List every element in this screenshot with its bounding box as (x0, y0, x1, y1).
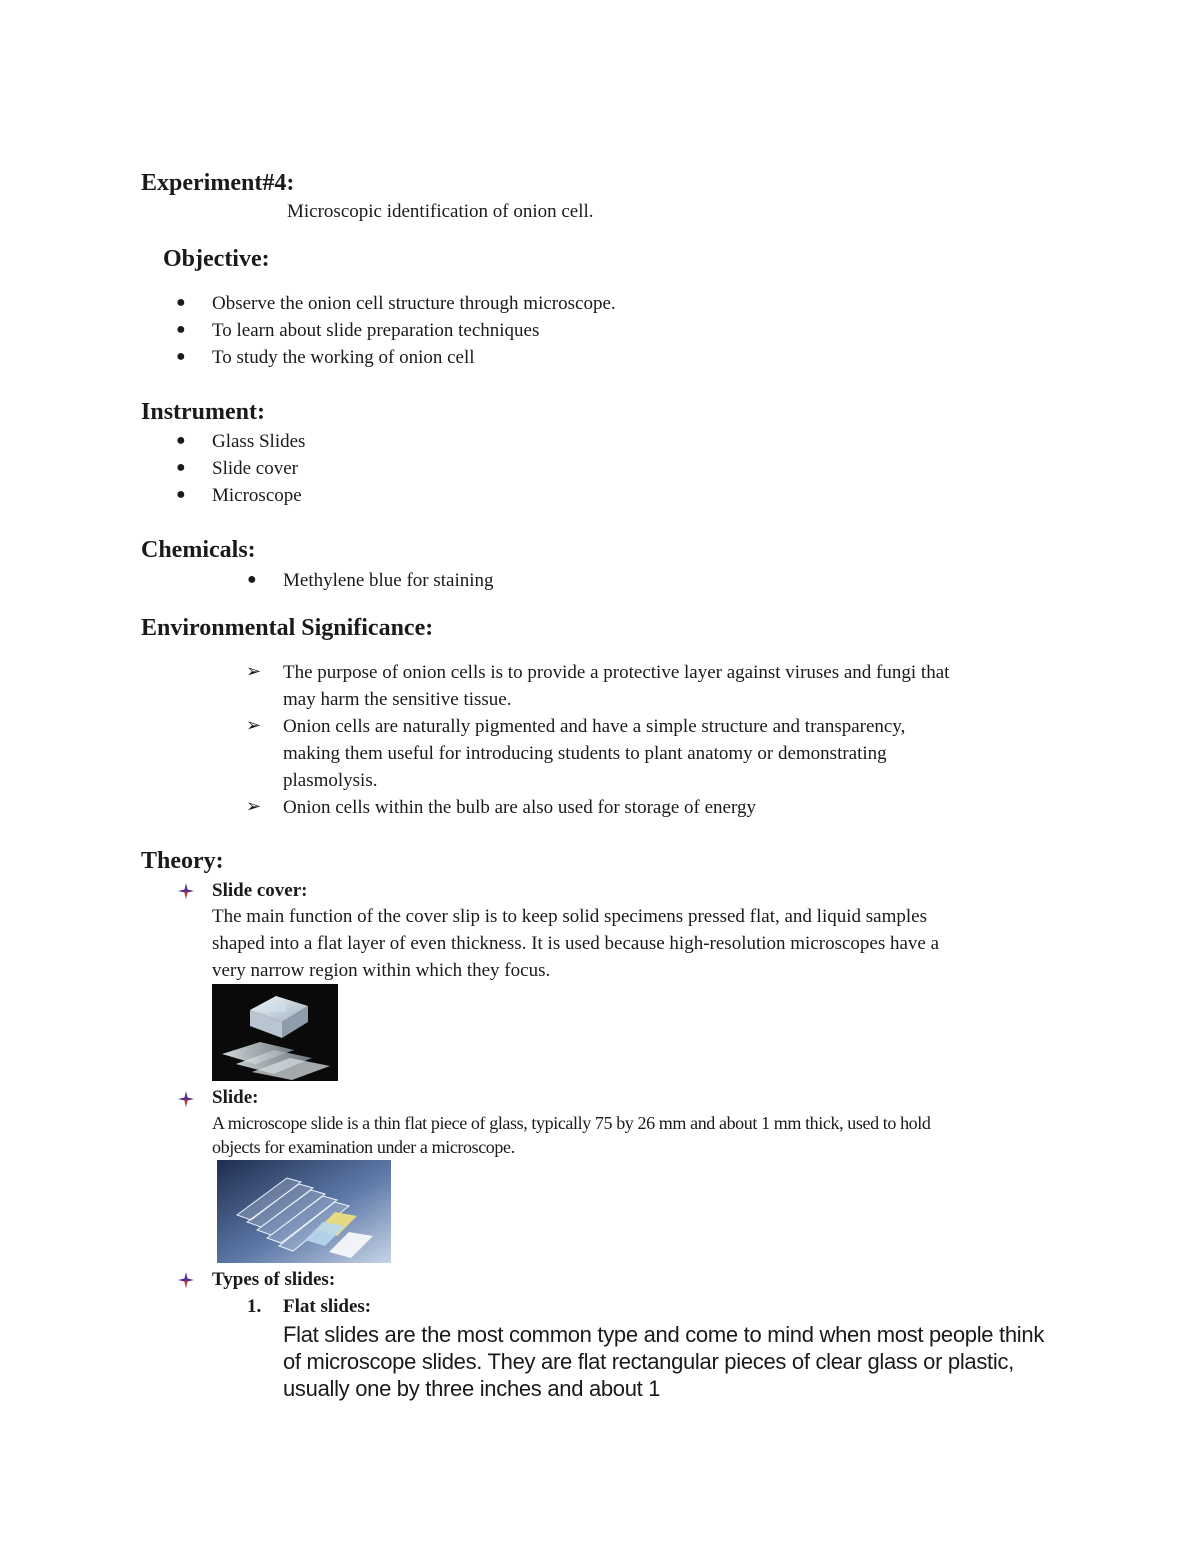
list-item: Slide cover (212, 458, 299, 479)
list-item-line: making them useful for introducing students to plant anatomy or demonstrating (283, 743, 887, 764)
bullet-dot-icon: ● (176, 294, 186, 311)
bullet-dot-icon: ● (176, 486, 186, 503)
cover-slip-image (212, 984, 338, 1081)
paragraph-line: of microscope slides. They are flat rectangular pieces of clear glass or plastic, (283, 1349, 1014, 1374)
paragraph-line: The main function of the cover slip is to keep solid specimens pressed flat, and liquid samples (212, 906, 927, 927)
list-item-line: Onion cells are naturally pigmented and have a simple structure and transparency, (283, 716, 906, 737)
glass-slides-image (217, 1160, 391, 1263)
instrument-heading: Instrument: (141, 399, 265, 425)
chemicals-heading: Chemicals: (141, 537, 256, 563)
paragraph-line: Flat slides are the most common type and come to mind when most people think (283, 1322, 1045, 1347)
flat-slides-title: Flat slides: (283, 1296, 372, 1317)
paragraph-line: usually one by three inches and about 1 (283, 1376, 661, 1401)
theory-heading: Theory: (141, 848, 224, 874)
list-item-line: The purpose of onion cells is to provide a protective layer against viruses and fungi that (283, 662, 950, 683)
bullet-dot-icon: ● (176, 432, 186, 449)
bullet-dot-icon: ● (176, 459, 186, 476)
list-item: Glass Slides (212, 431, 306, 452)
list-item: Observe the onion cell structure through microscope. (212, 293, 616, 314)
types-title: Types of slides: (212, 1269, 336, 1290)
environmental-heading: Environmental Significance: (141, 615, 434, 641)
list-item-line: Onion cells within the bulb are also used for storage of energy (283, 797, 756, 818)
bullet-dot-icon: ● (176, 348, 186, 365)
four-point-star-icon (177, 1090, 195, 1108)
page-title: Experiment#4: (141, 170, 295, 196)
page-subtitle: Microscopic identification of onion cell. (287, 201, 594, 222)
list-item-line: may harm the sensitive tissue. (283, 689, 512, 710)
slide-title: Slide: (212, 1087, 259, 1108)
objective-heading: Objective: (163, 246, 270, 272)
four-point-star-icon (177, 882, 195, 900)
list-item-line: plasmolysis. (283, 770, 378, 791)
arrow-bullet-icon: ➢ (246, 796, 262, 816)
bullet-dot-icon: ● (176, 321, 186, 338)
list-number: 1. (247, 1296, 262, 1317)
list-item: Microscope (212, 485, 302, 506)
bullet-dot-icon: ● (247, 571, 257, 588)
slide-cover-title: Slide cover: (212, 880, 308, 901)
paragraph-line: shaped into a flat layer of even thickness. It is used because high-resolution microscopes have a (212, 933, 940, 954)
list-item: Methylene blue for staining (283, 570, 494, 591)
four-point-star-icon (177, 1271, 195, 1289)
paragraph-line: very narrow region within which they focus. (212, 960, 551, 981)
arrow-bullet-icon: ➢ (246, 715, 262, 735)
list-item: To study the working of onion cell (212, 347, 475, 368)
paragraph-line: objects for examination under a microscope. (212, 1137, 515, 1157)
paragraph-line: A microscope slide is a thin flat piece of glass, typically 75 by 26 mm and about 1 mm thick, used to hold (212, 1113, 931, 1133)
list-item: To learn about slide preparation techniques (212, 320, 540, 341)
arrow-bullet-icon: ➢ (246, 661, 262, 681)
